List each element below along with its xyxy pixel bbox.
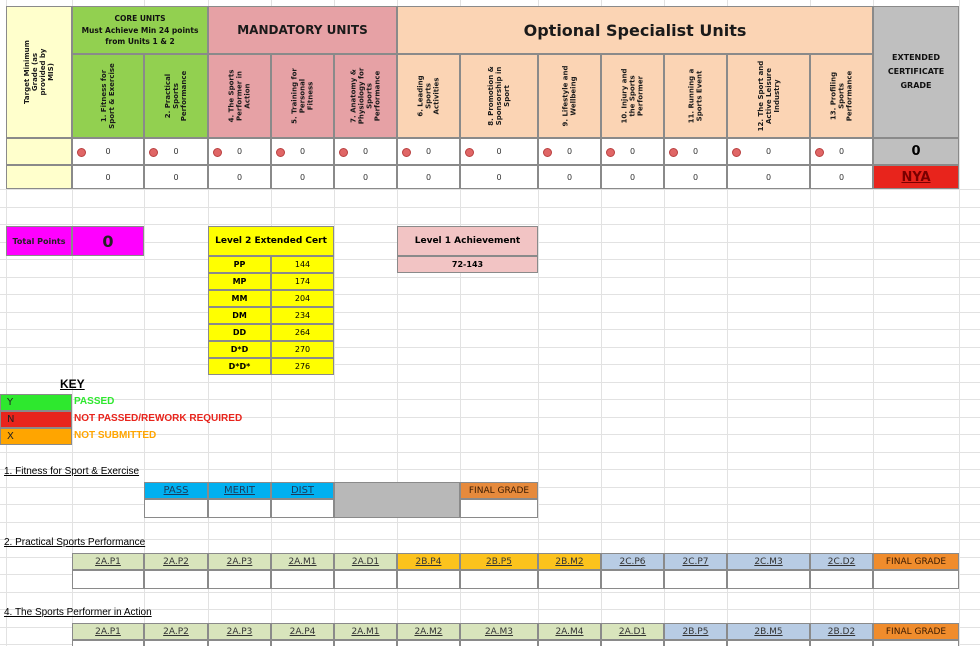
unit-points-cell[interactable]	[664, 138, 727, 165]
level2-grade: D*D*	[208, 358, 271, 375]
gridline-horizontal	[0, 382, 980, 383]
level1-range: 72-143	[397, 256, 538, 273]
unit-grade-cell[interactable]	[727, 165, 810, 189]
unit-grade-cell[interactable]	[397, 165, 460, 189]
gridline-horizontal	[0, 329, 980, 330]
criterion-cell[interactable]	[601, 570, 664, 589]
unit-points-cell[interactable]	[460, 138, 538, 165]
criterion-header: 2A.P1	[72, 553, 144, 570]
criterion-cell[interactable]	[72, 640, 144, 646]
unit-points: 0	[362, 147, 369, 156]
criterion-cell[interactable]	[460, 640, 538, 646]
unit-grade: 0	[236, 172, 243, 182]
level2-title: Level 2 Extended Cert	[208, 226, 334, 256]
unit-header	[460, 54, 538, 138]
key-label: PASSED	[74, 396, 115, 407]
extended-grade: NYA	[873, 165, 959, 189]
criterion-header: 2B.P5	[460, 553, 538, 570]
mandatory-units-header: MANDATORY UNITS	[208, 6, 397, 54]
section1-gray-block	[334, 482, 460, 518]
status-dot-icon	[339, 148, 348, 157]
unit-grade-cell[interactable]	[72, 165, 144, 189]
criterion-cell[interactable]	[397, 640, 460, 646]
section1-final-cell[interactable]	[460, 499, 538, 518]
level2-points: 204	[271, 290, 334, 307]
criterion-cell[interactable]	[334, 570, 397, 589]
unit-header	[72, 54, 144, 138]
criterion-cell[interactable]	[460, 570, 538, 589]
section2-title: 2. Practical Sports Performance	[4, 537, 146, 548]
criterion-header: 2A.M1	[334, 623, 397, 640]
core-units-subtitle: Must Achieve Min 24 points from Units 1 & 2	[81, 25, 199, 46]
unit-header	[664, 54, 727, 138]
key-title: KEY	[60, 377, 85, 391]
section1-title: 1. Fitness for Sport & Exercise	[4, 466, 140, 477]
unit-grade: 0	[105, 172, 111, 182]
level2-grade: PP	[208, 256, 271, 273]
unit-header	[397, 54, 460, 138]
level2-points: 270	[271, 341, 334, 358]
unit-grade: 0	[425, 172, 432, 182]
final-grade-header: FINAL GRADE	[873, 623, 959, 640]
criterion-cell[interactable]	[144, 570, 208, 589]
criterion-header: 2A.P2	[144, 553, 208, 570]
gridline-horizontal	[0, 452, 980, 453]
status-dot-icon	[213, 148, 222, 157]
gridline-horizontal	[0, 539, 980, 540]
dist-header: DIST	[271, 482, 334, 499]
unit-grade: 0	[299, 172, 306, 182]
unit-name: 1. Fitness for Sport & Exercise	[100, 63, 116, 129]
final-grade-cell[interactable]	[873, 570, 959, 589]
gridline-vertical	[959, 0, 960, 646]
criterion-header: 2A.M4	[538, 623, 601, 640]
level2-points: 264	[271, 324, 334, 341]
unit-points: 0	[838, 147, 845, 156]
unit-grade-cell[interactable]	[538, 165, 601, 189]
unit-points-cell[interactable]	[144, 138, 208, 165]
unit-name: 13. Profiling Sports Performance	[829, 70, 854, 122]
status-dot-icon	[732, 148, 741, 157]
status-dot-icon	[815, 148, 824, 157]
gridline-horizontal	[0, 294, 980, 295]
criterion-cell[interactable]	[538, 570, 601, 589]
unit-grade-cell[interactable]	[810, 165, 873, 189]
level2-points: 234	[271, 307, 334, 324]
extended-grade-header: EXTENDED CERTIFICATE GRADE	[873, 6, 959, 138]
unit-points: 0	[566, 147, 573, 156]
key-label: NOT SUBMITTED	[74, 430, 157, 441]
unit-points: 0	[425, 147, 432, 156]
criterion-header: 2C.D2	[810, 553, 873, 570]
status-dot-icon	[402, 148, 411, 157]
unit-points: 0	[236, 147, 243, 156]
criterion-header: 2B.M2	[538, 553, 601, 570]
unit-header	[727, 54, 810, 138]
level2-points: 276	[271, 358, 334, 375]
criterion-cell[interactable]	[810, 570, 873, 589]
criterion-cell[interactable]	[538, 640, 601, 646]
key-swatch: Y	[0, 394, 72, 411]
unit-header	[538, 54, 601, 138]
level2-grade: DD	[208, 324, 271, 341]
unit-grade-cell[interactable]	[460, 165, 538, 189]
criterion-header: 2B.P5	[664, 623, 727, 640]
unit-grade: 0	[173, 172, 179, 182]
gridline-horizontal	[0, 469, 980, 470]
unit-points-cell[interactable]	[334, 138, 397, 165]
criterion-header: 2A.P2	[144, 623, 208, 640]
status-dot-icon	[669, 148, 678, 157]
gridline-horizontal	[0, 277, 980, 278]
unit-header	[334, 54, 397, 138]
criterion-cell[interactable]	[208, 570, 271, 589]
criterion-header: 2C.P6	[601, 553, 664, 570]
criterion-cell[interactable]	[397, 570, 460, 589]
criterion-cell[interactable]	[334, 640, 397, 646]
level2-points: 144	[271, 256, 334, 273]
unit-grade: 0	[362, 172, 369, 182]
gridline-horizontal	[0, 207, 980, 208]
unit-points: 0	[629, 147, 636, 156]
unit-points: 0	[692, 147, 699, 156]
level2-grade: DM	[208, 307, 271, 324]
criterion-header: 2B.P4	[397, 553, 460, 570]
section1-final-header: FINAL GRADE	[460, 482, 538, 499]
gridline-horizontal	[0, 189, 980, 190]
target-grade-cell[interactable]	[6, 138, 72, 165]
level2-grade: D*D	[208, 341, 271, 358]
total-points-value: 0	[72, 226, 144, 256]
status-dot-icon	[543, 148, 552, 157]
key-swatch: N	[0, 411, 72, 428]
status-dot-icon	[465, 148, 474, 157]
target-grade-header: Target Minimum Grade (as provided by MIS)	[6, 6, 72, 138]
unit-grade-cell[interactable]	[334, 165, 397, 189]
unit-points: 0	[496, 147, 502, 156]
criterion-header: 2A.P3	[208, 623, 271, 640]
criterion-cell[interactable]	[271, 640, 334, 646]
criterion-header: 2A.D1	[334, 553, 397, 570]
unit-points-cell[interactable]	[538, 138, 601, 165]
dist-cell[interactable]	[271, 499, 334, 518]
unit-grade: 0	[566, 172, 573, 182]
unit-header	[601, 54, 664, 138]
target-grade-cell[interactable]	[6, 165, 72, 189]
unit-name: 7. Anatomy & Physiology for Sports Performance	[349, 67, 382, 125]
criterion-header: 2B.D2	[810, 623, 873, 640]
criterion-cell[interactable]	[664, 640, 727, 646]
status-dot-icon	[149, 148, 158, 157]
status-dot-icon	[276, 148, 285, 157]
optional-units-header: Optional Specialist Units	[397, 6, 873, 54]
unit-name: 4. The Sports Performer in Action	[227, 69, 252, 123]
pass-cell[interactable]	[144, 499, 208, 518]
key-swatch: X	[0, 428, 72, 445]
unit-grade-cell[interactable]	[271, 165, 334, 189]
extended-points: 0	[873, 138, 959, 165]
unit-name: 8. Promotion & Sponsorship in Sport	[487, 66, 511, 126]
gridline-horizontal	[0, 312, 980, 313]
gridline-horizontal	[0, 592, 980, 593]
unit-points: 0	[105, 147, 111, 156]
gridline-horizontal	[0, 347, 980, 348]
unit-grade: 0	[629, 172, 636, 182]
unit-points-cell[interactable]	[72, 138, 144, 165]
unit-grade-cell[interactable]	[664, 165, 727, 189]
core-units-title: CORE UNITS	[114, 13, 166, 23]
status-dot-icon	[606, 148, 615, 157]
criterion-cell[interactable]	[810, 640, 873, 646]
unit-grade: 0	[838, 172, 845, 182]
unit-points-cell[interactable]	[727, 138, 810, 165]
criterion-cell[interactable]	[208, 640, 271, 646]
criterion-cell[interactable]	[271, 570, 334, 589]
criterion-header: 2A.P3	[208, 553, 271, 570]
unit-points-cell[interactable]	[271, 138, 334, 165]
unit-grade-cell[interactable]	[601, 165, 664, 189]
level2-points: 174	[271, 273, 334, 290]
criterion-cell[interactable]	[727, 570, 810, 589]
total-points-label: Total Points	[6, 226, 72, 256]
pass-header: PASS	[144, 482, 208, 499]
unit-points: 0	[173, 147, 179, 156]
criterion-header: 2B.M5	[727, 623, 810, 640]
unit-name: 10. Injury and the Sports Performer	[620, 68, 645, 124]
unit-name: 11. Running a Sports Event	[687, 68, 704, 124]
unit-points-cell[interactable]	[601, 138, 664, 165]
criterion-header: 2A.M2	[397, 623, 460, 640]
key-label: NOT PASSED/REWORK REQUIRED	[74, 413, 243, 424]
criterion-header: 2A.M3	[460, 623, 538, 640]
status-dot-icon	[77, 148, 86, 157]
unit-grade: 0	[496, 172, 502, 182]
gridline-horizontal	[0, 224, 980, 225]
unit-header	[810, 54, 873, 138]
unit-points-cell[interactable]	[208, 138, 271, 165]
unit-header	[208, 54, 271, 138]
criterion-cell[interactable]	[601, 640, 664, 646]
core-units-header	[72, 6, 208, 54]
unit-points-cell[interactable]	[810, 138, 873, 165]
unit-grade: 0	[692, 172, 699, 182]
criterion-header: 2A.P4	[271, 623, 334, 640]
criterion-cell[interactable]	[664, 570, 727, 589]
unit-grade: 0	[765, 172, 772, 182]
criterion-header: 2C.M3	[727, 553, 810, 570]
criterion-header: 2A.D1	[601, 623, 664, 640]
unit-points: 0	[765, 147, 772, 156]
level1-title: Level 1 Achievement	[397, 226, 538, 256]
level2-grade: MP	[208, 273, 271, 290]
criterion-header: 2A.M1	[271, 553, 334, 570]
merit-cell[interactable]	[208, 499, 271, 518]
unit-grade-cell[interactable]	[144, 165, 208, 189]
criterion-header: 2A.P1	[72, 623, 144, 640]
unit-grade-cell[interactable]	[208, 165, 271, 189]
unit-header	[144, 54, 208, 138]
gridline-horizontal	[0, 522, 980, 523]
unit-header	[271, 54, 334, 138]
merit-header: MERIT	[208, 482, 271, 499]
criterion-cell[interactable]	[72, 570, 144, 589]
gridline-horizontal	[0, 364, 980, 365]
unit-points: 0	[299, 147, 306, 156]
gridline-horizontal	[0, 399, 980, 400]
criterion-cell[interactable]	[144, 640, 208, 646]
criterion-header: 2C.P7	[664, 553, 727, 570]
level2-grade: MM	[208, 290, 271, 307]
criterion-cell[interactable]	[727, 640, 810, 646]
unit-name: 9. Lifestyle and Wellbeing	[561, 65, 578, 127]
final-grade-header: FINAL GRADE	[873, 553, 959, 570]
section4-title: 4. The Sports Performer in Action	[4, 607, 152, 618]
unit-name: 2. Practical Sports Performance	[164, 70, 188, 122]
unit-points-cell[interactable]	[397, 138, 460, 165]
unit-name: 12. The Sport and Active Leisure Industry	[756, 60, 781, 132]
unit-name: 6. Leading Sports Activities	[416, 75, 441, 117]
final-grade-cell[interactable]	[873, 640, 959, 646]
unit-name: 5. Training for Personal Fitness	[290, 68, 315, 124]
